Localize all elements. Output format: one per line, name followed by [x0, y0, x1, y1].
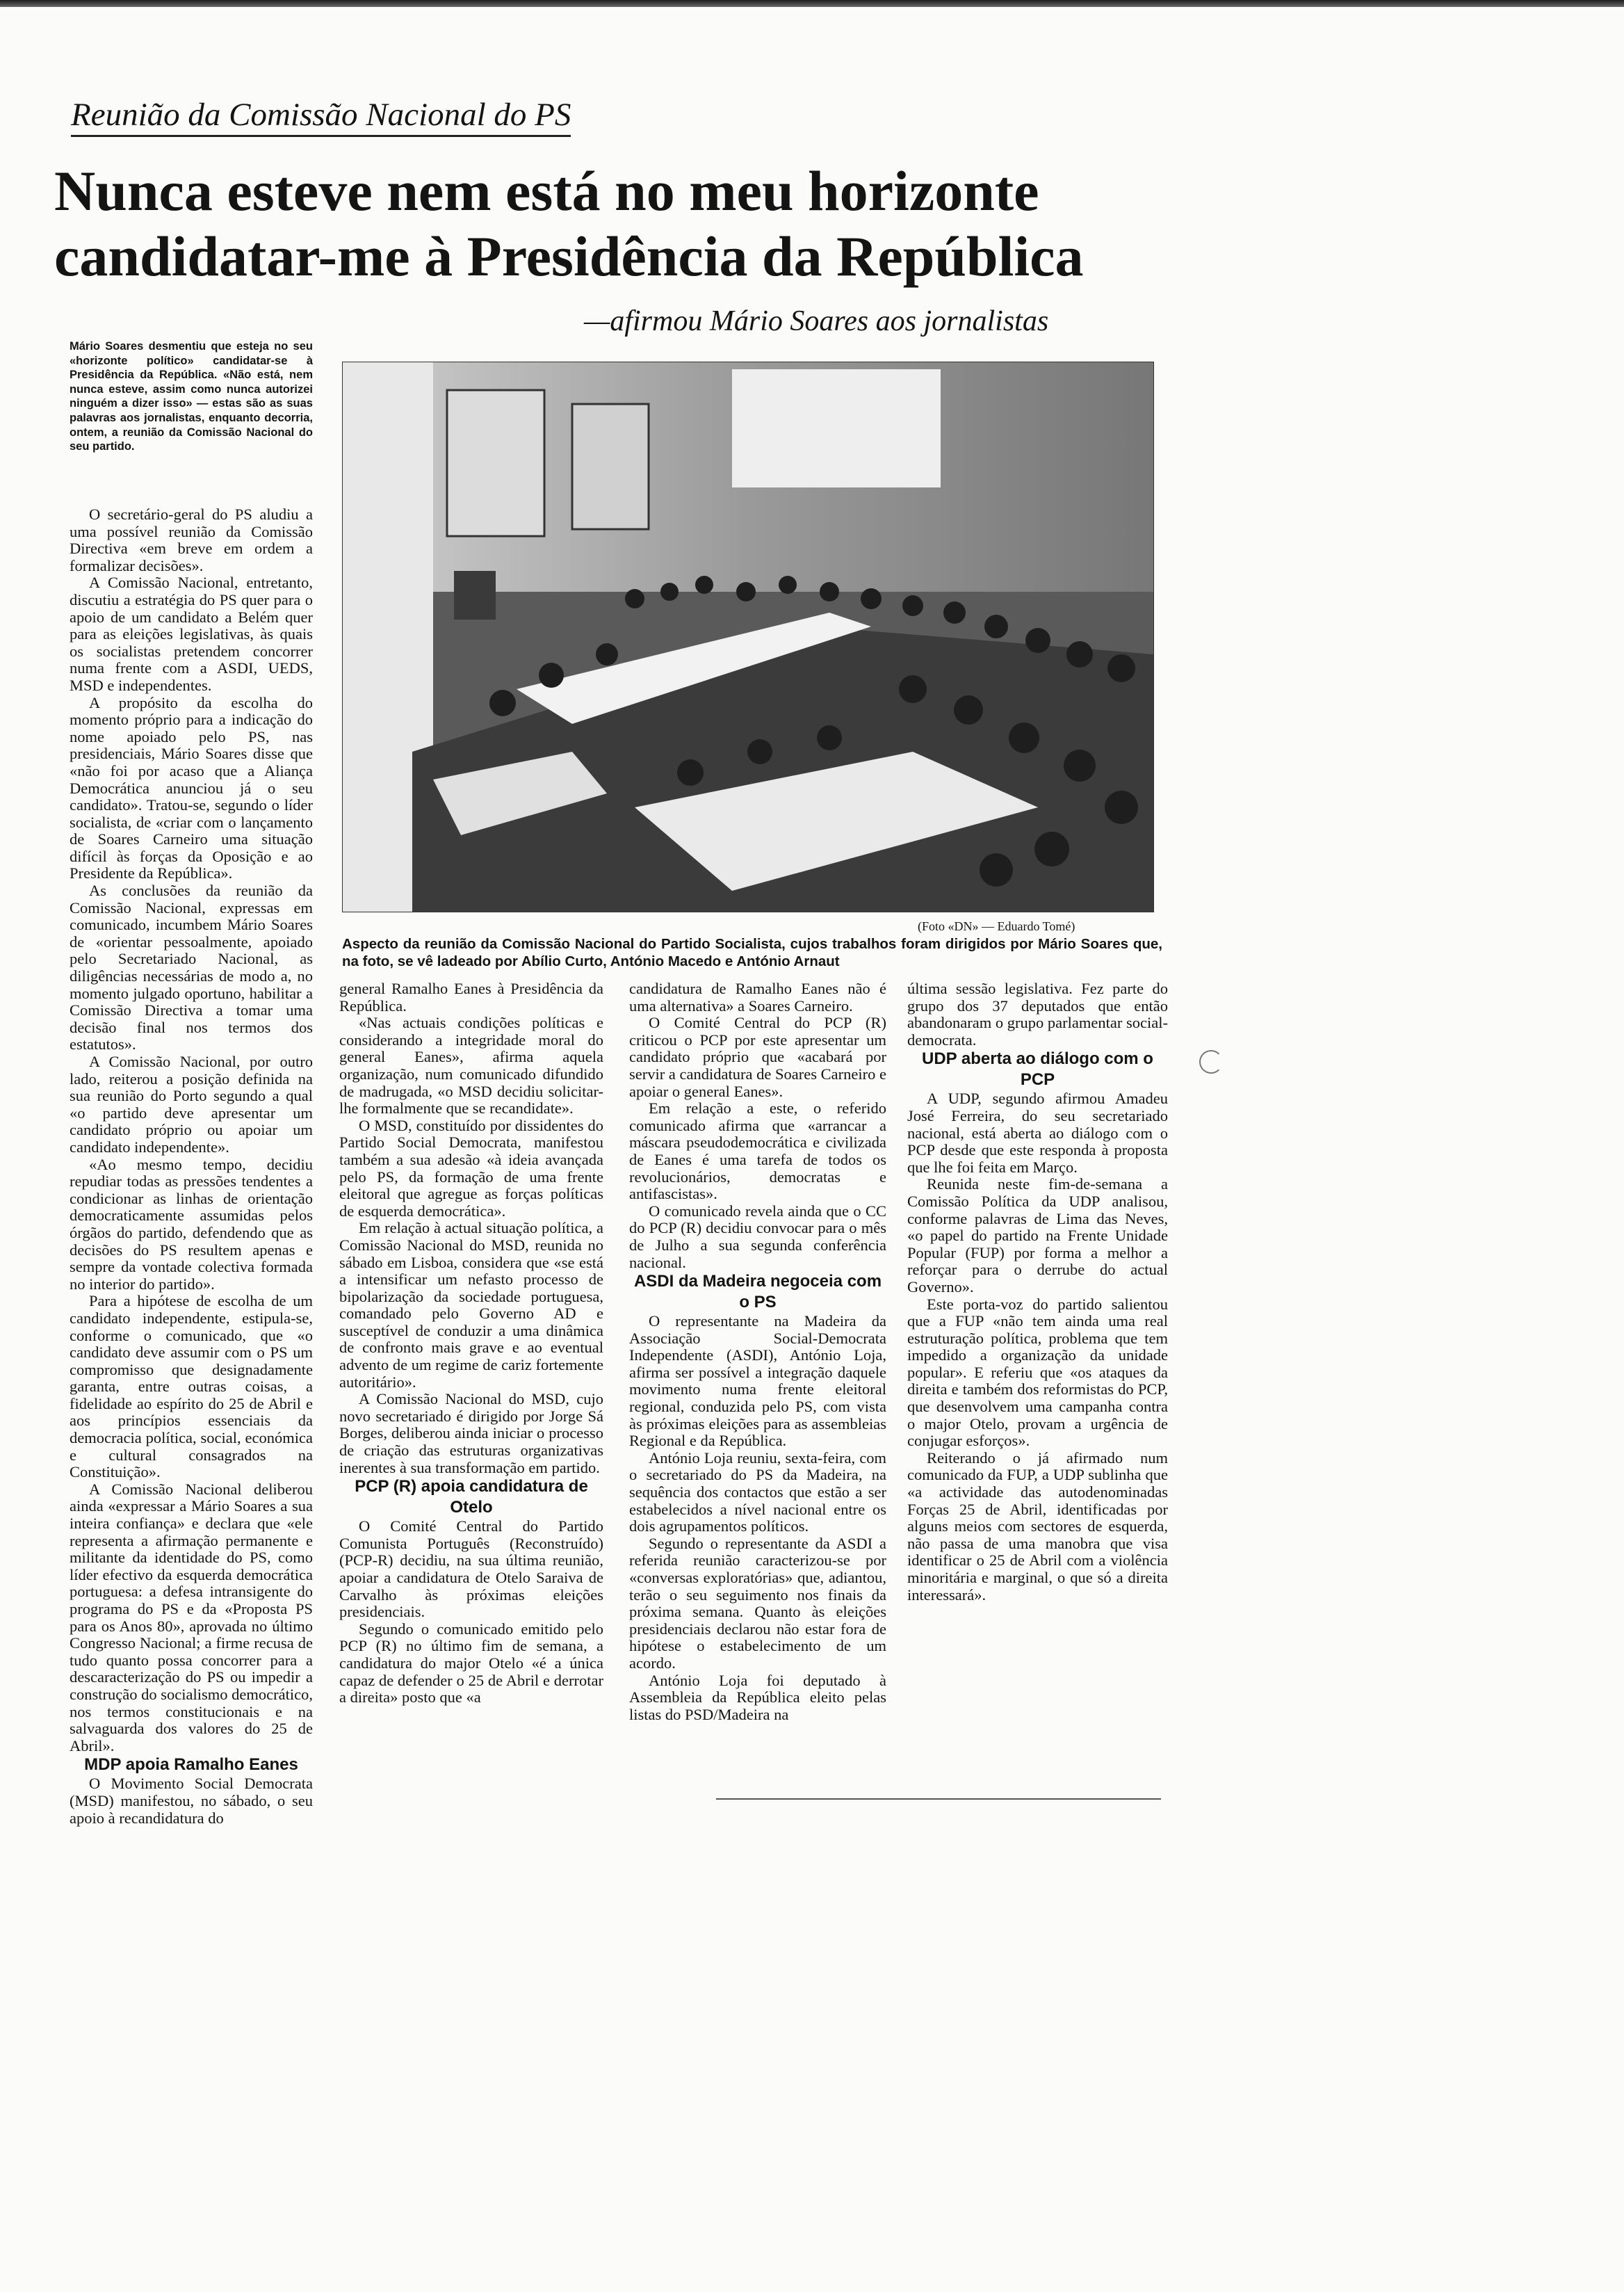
paragraph: A Comissão Nacional deliberou ainda «expressar a Mário Soares a sua inteira confiança» e declara que «ele representa a afirmação permanente e militante da identidade do PS, como líder efectivo da esquerda democrática portuguesa: a defesa intransigente do programa do PS e da «Proposta PS para os Anos 80», aprovada no último Congresso Nacional; a firme recusa de tudo quanto possa concorrer para a descaracterização do PS ou impedir a construção do socialismo democrático, nos termos constitucionais e na salvaguarda dos valores do 25 de Abril». — [70, 1480, 313, 1754]
paragraph: Este porta-voz do partido salientou que a FUP «não tem ainda uma real estruturação política, problema que tem impedido a organização da unidade popular». E referiu que «os ataques da direita e também dos reformistas do PCP, que desenvolvem uma campanha contra o major Otelo, provam a urgência de conjugar esforços». — [907, 1295, 1168, 1450]
paragraph: A Comissão Nacional do MSD, cujo novo secretariado é dirigido por Jorge Sá Borges, deliberou ainda iniciar o processo de criação das estruturas organizativas inerentes à sua transformação em partido. — [339, 1390, 603, 1476]
paragraph: O secretário-geral do PS aludiu a uma possível reunião da Comissão Directiva «em breve em ordem a formalizar decisões». — [70, 506, 313, 574]
column-1 — [70, 506, 313, 1827]
paragraph: Para a hipótese de escolha de um candidato independente, estipula-se, conforme o comunicado, que «o candidato deve assumir com o PS um compromisso que designadamente garanta, entre outras coisas, a fidelidade ao espírito do 25 de Abril e aos princípios essenciais da democracia política, social, económica e cultural consagrados na Constituição». — [70, 1292, 313, 1481]
paragraph: Em relação à actual situação política, a Comissão Nacional do MSD, reunida no sábado em Lisboa, considera que «se está a intensificar um nefasto processo de bipolarização da sociedade portuguesa, comandado pelo Governo AD e susceptível de conduzir a uma dinâmica de confronto mais grave e ao eventual advento de um regime de cariz fortemente autoritário». — [339, 1219, 603, 1391]
column-2 — [339, 980, 603, 1795]
headline — [54, 159, 1160, 289]
photo-caption: Aspecto da reunião da Comissão Nacional do Partido Socialista, cujos trabalhos foram dirigidos por Mário Soares que, na foto, se vê ladeado por Abílio Curto, António Macedo e António Arnaut — [342, 936, 1162, 969]
meeting-photo-illustration — [343, 362, 1153, 912]
paragraph: Segundo o comunicado emitido pelo PCP (R) no último fim de semana, a candidatura do major Otelo «é a única capaz de defender o 25 de Abril e derrotar a direita» posto que «a — [339, 1620, 603, 1706]
subheading-mdp: MDP apoia Ramalho Eanes — [84, 1755, 298, 1775]
column-3 — [629, 980, 886, 1795]
section-kicker: Reunião da Comissão Nacional do PS — [71, 96, 571, 137]
headline-line-2: candidatar-me à Presidência da República — [54, 225, 1084, 288]
headline-line-1: Nunca esteve nem está no meu horizonte — [54, 159, 1039, 223]
paragraph: O Movimento Social Democrata (MSD) manifestou, no sábado, o seu apoio à recandidatura do — [70, 1775, 313, 1827]
paragraph: Segundo o representante da ASDI a referida reunião caracterizou-se por «conversas exploratórias» que, adiantou, terão o seu seguimento nos finais da próxima semana. Quanto às eleições presidenciais declarou não estar fora de hipótese o estabelecimento de um acordo. — [629, 1534, 886, 1672]
paragraph: O MSD, constituído por dissidentes do Partido Social Democrata, manifestou também a sua adesão «à ideia avançada pelo PS, da formação de uma frente eleitoral que agregue as forças políticas de esquerda democrática». — [339, 1116, 603, 1220]
paragraph: A UDP, segundo afirmou Amadeu José Ferreira, do seu secretariado nacional, está aberta ao diálogo com o PCP desde que este responda à proposta que lhe foi feita em Março. — [907, 1090, 1168, 1176]
paragraph: António Loja reuniu, sexta-feira, com o secretariado do PS da Madeira, na sequência dos contactos que estão a ser estabelecidos a nível nacional entre os dois agrupamentos políticos. — [629, 1448, 886, 1535]
meeting-photo — [342, 362, 1154, 912]
paragraph: A propósito da escolha do momento próprio para a indicação do nome apoiado pelo PS, nas presidenciais, Mário Soares disse que «não foi por acaso que a Aliança Democrática anunciou já o seu candidato». Tratou-se, segundo o líder socialista, de «criar com o lançamento de Soares Carneiro uma situação difícil às forças da Oposição e ao Presidente da República». — [70, 693, 313, 882]
column-4 — [907, 980, 1168, 1795]
paragraph: «Nas actuais condições políticas e considerando a integridade moral do general Eanes», afirma aquela organização, num comunicado difundido de madrugada, «o MSD decidiu solicitar-lhe formalmente que se recandidate». — [339, 1014, 603, 1117]
subheading-pcp-r: PCP (R) apoia candidatura de Otelo — [355, 1477, 588, 1517]
paragraph: As conclusões da reunião da Comissão Nacional, expressas em comunicado, incumbem Mário Soares de «orientar pessoalmente, apoiado pelo Secretariado Nacional, as diligências necessárias de modo a, no momento julgado oportuno, habilitar a Comissão Directiva a tomar uma decisão final nos termos dos estatutos». — [70, 882, 313, 1054]
paragraph: general Ramalho Eanes à Presidência da República. — [339, 980, 603, 1015]
paragraph: candidatura de Ramalho Eanes não é uma alternativa» a Soares Carneiro. — [629, 980, 886, 1015]
paragraph: A Comissão Nacional, por outro lado, reiterou a posição definida na sua reunião do Porto segundo a qual «o partido deve apresentar um candidato próprio ou apoiar um candidato independente». — [70, 1053, 313, 1156]
subheading-udp: UDP aberta ao diálogo com o PCP — [922, 1049, 1153, 1090]
photo-credit: (Foto «DN» — Eduardo Tomé) — [918, 919, 1075, 933]
lede-paragraph: Mário Soares desmentiu que esteja no seu «horizonte político» candidatar-se à Presidência da República. «Não está, nem nunca esteve, assim como nunca autorizei ninguém a dizer isso» — estas são as suas palavras aos jornalistas, enquanto decorria, ontem, a reunião da Comissão Nacional do seu partido. — [70, 340, 313, 453]
paragraph: O Comité Central do PCP (R) criticou o PCP por este apresentar um candidato próprio que «acabará por servir a candidatura de Soares Carneiro e apoiar o general Eanes». — [629, 1014, 886, 1100]
top-edge-rule — [0, 0, 1624, 7]
byline: —afirmou Mário Soares aos jornalistas — [584, 305, 1049, 337]
paragraph: Reiterando o já afirmado num comunicado da FUP, a UDP sublinha que «a actividade das autodenominadas Forças 25 de Abril, identificadas por alguns meios com sectores de esquerda, não passa de uma manobra que visa identificar o 25 de Abril com a violência minoritária e marginal, o que só a direita interessará». — [907, 1448, 1168, 1604]
paragraph: O comunicado revela ainda que o CC do PCP (R) decidiu convocar para o mês de Julho a sua segunda conferência nacional. — [629, 1202, 886, 1271]
closing-rule — [716, 1798, 1161, 1800]
paragraph: «Ao mesmo tempo, decidiu repudiar todas as pressões tendentes a condicionar as linhas de orientação democraticamente assumidas pelos órgãos do partido, defendendo que as decisões do PS resultem apenas e sempre da vontade colectiva formada no interior do partido». — [70, 1155, 313, 1293]
paragraph: Reunida neste fim-de-semana a Comissão Política da UDP analisou, conforme palavras de Lima das Neves, «o papel do partido na Frente Unidade Popular (FUP) por forma a melhor a reforçar para o derrube do actual Governo». — [907, 1175, 1168, 1296]
paragraph: O representante na Madeira da Associação Social-Democrata Independente (ASDI), António Loja, afirma ser possível a integração daquele movimento numa frente eleitoral regional, conduzida pelo PS, com vista às próximas eleições para as assembleias Regional e da República. — [629, 1312, 886, 1450]
paragraph: última sessão legislativa. Fez parte do grupo dos 37 deputados que então abandonaram o grupo parlamentar social-democrata. — [907, 980, 1168, 1049]
subheading-asdi: ASDI da Madeira negoceia com o PS — [633, 1272, 882, 1312]
scan-mark-decoration — [1199, 1050, 1223, 1074]
paragraph: António Loja foi deputado à Assembleia da República eleito pelas listas do PSD/Madeira na — [629, 1671, 886, 1723]
paragraph: Em relação a este, o referido comunicado afirma que «arrancar a máscara pseudodemocrática e civilizada de Eanes é uma tarefa de todos os revolucionários, democratas e antifascistas». — [629, 1099, 886, 1203]
paragraph: A Comissão Nacional, entretanto, discutiu a estratégia do PS quer para o apoio de um candidato a Belém quer para as eleições legislativas, às quais os socialistas pretendem concorrer numa frente com a ASDI, UEDS, MSD e independentes. — [70, 574, 313, 694]
paragraph: O Comité Central do Partido Comunista Português (Reconstruído) (PCP-R) decidiu, na sua última reunião, apoiar a candidatura de Otelo Saraiva de Carvalho às próximas eleições presidenciais. — [339, 1517, 603, 1621]
